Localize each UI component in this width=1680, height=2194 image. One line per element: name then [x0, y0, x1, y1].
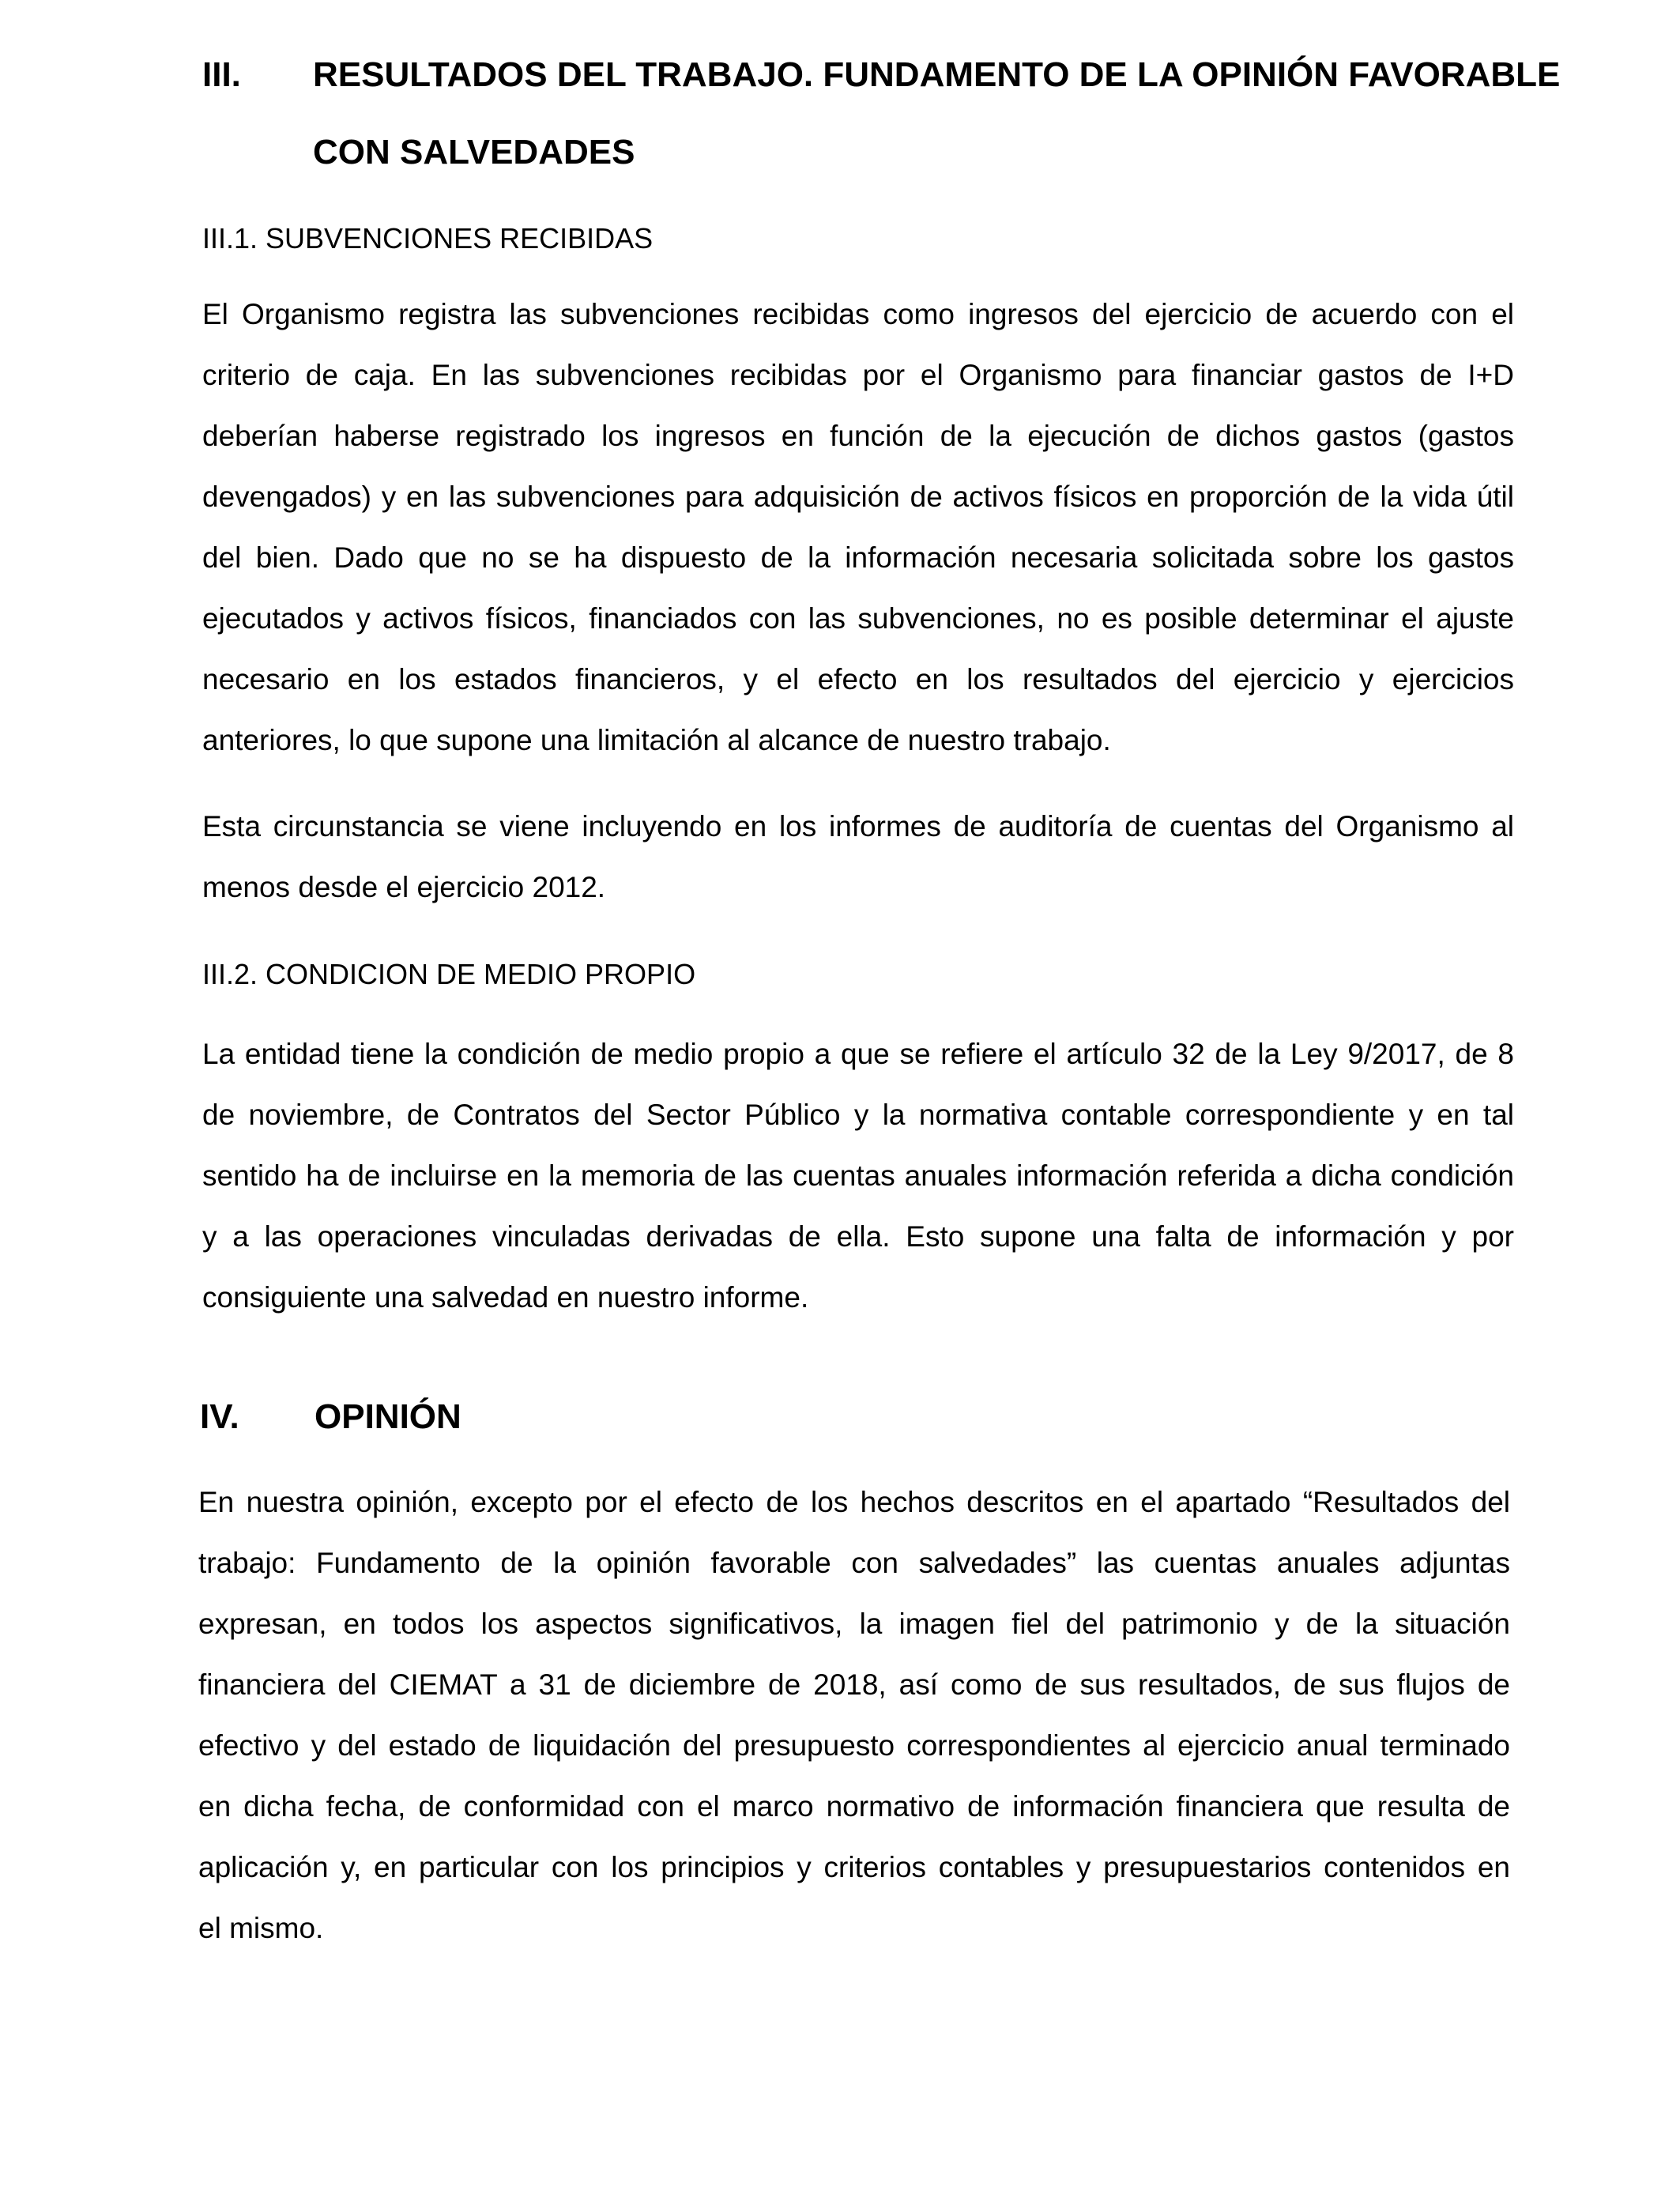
subsection-3-1-heading: III.1. SUBVENCIONES RECIBIDAS: [202, 222, 654, 254]
section-4-number: IV.: [200, 1397, 239, 1436]
paragraph-line: el mismo.: [198, 1912, 324, 1944]
paragraph-line: ejecutados y activos físicos, financiados con las subvenciones, no es posible determinar el ajuste: [202, 602, 1514, 635]
paragraph-line: menos desde el ejercicio 2012.: [202, 871, 606, 903]
section-3-title-line2: CON SALVEDADES: [313, 133, 635, 172]
paragraph-line: En nuestra opinión, excepto por el efecto de los hechos descritos en el apartado “Resultados del: [198, 1486, 1510, 1518]
paragraph-line: aplicación y, en particular con los principios y criterios contables y presupuestarios contenidos en: [198, 1851, 1510, 1883]
section-4-paragraph-1: [198, 1472, 1510, 1958]
section-3-number: III.: [202, 55, 241, 94]
subsection-3-2-heading: III.2. CONDICION DE MEDIO PROPIO: [202, 958, 696, 990]
paragraph-line: devengados) y en las subvenciones para adquisición de activos físicos en proporción de la vida útil: [202, 481, 1514, 513]
section-3-title-line1: RESULTADOS DEL TRABAJO. FUNDAMENTO DE LA OPINIÓN FAVORABLE: [313, 55, 1561, 94]
paragraph-line: de noviembre, de Contratos del Sector Público y la normativa contable correspondiente y en tal: [202, 1099, 1514, 1131]
paragraph-line: deberían haberse registrado los ingresos en función de la ejecución de dichos gastos (gastos: [202, 420, 1514, 452]
paragraph-line: sentido ha de incluirse en la memoria de las cuentas anuales información referida a dicha condición: [202, 1159, 1514, 1192]
section-4-title: OPINIÓN: [315, 1397, 461, 1436]
paragraph-line: trabajo: Fundamento de la opinión favorable con salvedades” las cuentas anuales adjuntas: [198, 1547, 1510, 1579]
section-4-heading: [200, 1393, 461, 1441]
paragraph-line: y a las operaciones vinculadas derivadas de ella. Esto supone una falta de información y por: [202, 1220, 1514, 1253]
subsection-3-2-paragraph-1: [202, 1023, 1514, 1328]
paragraph-line: necesario en los estados financieros, y el efecto en los resultados del ejercicio y ejercicios: [202, 663, 1514, 696]
paragraph-line: en dicha fecha, de conformidad con el marco normativo de información financiera que resulta de: [198, 1790, 1510, 1823]
paragraph-line: El Organismo registra las subvenciones recibidas como ingresos del ejercicio de acuerdo con el: [202, 298, 1514, 330]
paragraph-line: consiguiente una salvedad en nuestro informe.: [202, 1281, 809, 1314]
subsection-3-1-paragraph-1: [202, 284, 1514, 771]
paragraph-line: anteriores, lo que supone una limitación al alcance de nuestro trabajo.: [202, 724, 1111, 756]
paragraph-line: efectivo y del estado de liquidación del presupuesto correspondientes al ejercicio anual terminado: [198, 1729, 1510, 1762]
paragraph-line: financiera del CIEMAT a 31 de diciembre de 2018, así como de sus resultados, de sus flujos de: [198, 1668, 1510, 1701]
paragraph-line: expresan, en todos los aspectos significativos, la imagen fiel del patrimonio y de la situación: [198, 1608, 1510, 1640]
paragraph-line: criterio de caja. En las subvenciones recibidas por el Organismo para financiar gastos de I+D: [202, 359, 1514, 391]
subsection-3-1-paragraph-2: [202, 796, 1514, 918]
paragraph-line: Esta circunstancia se viene incluyendo en los informes de auditoría de cuentas del Organismo al: [202, 810, 1514, 843]
paragraph-line: del bien. Dado que no se ha dispuesto de la información necesaria solicitada sobre los gastos: [202, 541, 1514, 574]
paragraph-line: La entidad tiene la condición de medio propio a que se refiere el artículo 32 de la Ley 9/2017, de 8: [202, 1038, 1514, 1070]
